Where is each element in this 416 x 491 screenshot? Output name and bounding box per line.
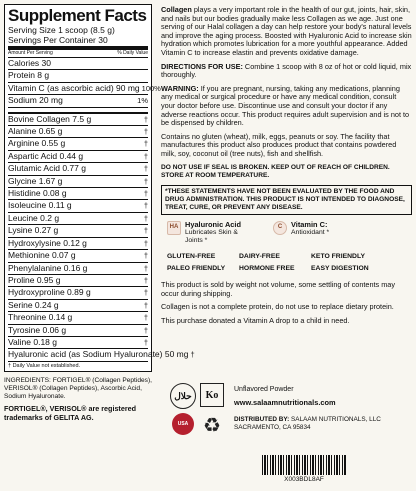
facts-row: [8, 114, 148, 126]
label-description: [161, 6, 412, 330]
facts-row-dv: †: [143, 251, 148, 261]
facts-row: [8, 58, 148, 70]
allergen-paragraph: Contains no gluten (wheat), milk, eggs, peanuts or soy. The facility that manufactures this product also produces product that contains powdered milk, soy, coconut oil (tree nuts), fish and shellfish.: [161, 131, 397, 158]
distributor-text: SALAAM NUTRITIONALS, LLC SACRAMENTO, CA 95834: [234, 416, 381, 431]
daily-value-label: % Daily Value: [117, 50, 148, 56]
hyaluronic-acid-icon: HA: [167, 221, 181, 235]
facts-row-name: Threonine 0.14 g: [8, 312, 73, 323]
facts-row-name: Calories 30: [8, 58, 51, 68]
facts-row-dv: †: [143, 176, 148, 186]
badge-subtitle: Antioxidant *: [291, 229, 330, 237]
vitamin-c-badge: [273, 221, 329, 246]
facts-row: [8, 126, 148, 138]
ingredients-text: INGREDIENTS: FORTIGEL® (Collagen Peptides), VERISOL® (Collagen Peptides), Ascorbic Acid, Sodium Hyaluronate.: [4, 376, 153, 400]
distributor-label: DISTRIBUTED BY:: [234, 416, 290, 423]
facts-row-dv: †: [143, 201, 148, 211]
feature-item: KETO FRIENDLY: [311, 253, 366, 261]
trademark-text: FORTIGEL®, VERISOL® are registered trademarks of GELITA AG.: [4, 403, 137, 422]
facts-row-dv: †: [143, 238, 148, 248]
facts-row: [8, 200, 148, 212]
flavor-label: Unflavored Powder: [234, 386, 294, 393]
facts-row-dv: 1%: [137, 96, 148, 106]
facts-row: [8, 213, 148, 225]
facts-row-dv: †: [143, 151, 148, 161]
donation-note: This purchase donated a Vitamin A drop to a child in need.: [161, 315, 350, 325]
servings-per-container: Servings Per Container 30: [8, 35, 108, 45]
facts-row-name: Alanine 0.65 g: [8, 126, 63, 137]
distributor-info: [234, 416, 414, 431]
facts-row: [8, 250, 148, 262]
directions-label: DIRECTIONS FOR USE:: [161, 61, 243, 71]
settling-note: This product is sold by weight not volume, some settling of contents may occur during shipping.: [161, 280, 396, 298]
barcode-text: X003BDL8AF: [284, 476, 324, 483]
facts-row: [8, 151, 148, 163]
facts-row: [8, 138, 148, 150]
facts-header: [8, 50, 148, 58]
facts-row-dv: †: [143, 313, 148, 323]
facts-row: [8, 95, 148, 107]
facts-row-dv: †: [143, 114, 148, 124]
facts-row-name: Leucine 0.2 g: [8, 212, 60, 223]
facts-row-name: Valine 0.18 g: [8, 336, 57, 347]
intro-paragraph: [161, 6, 412, 58]
facts-row-name: Bovine Collagen 7.5 g: [8, 113, 92, 124]
fda-disclaimer: *THESE STATEMENTS HAVE NOT BEEN EVALUATED BY THE FOOD AND DRUG ADMINISTRATION. THIS PRODUCT IS NOT INTENDED TO DIAGNOSE, TREAT, CURE, OR PREVENT ANY DISEASE.: [161, 185, 412, 215]
facts-row-dv: †: [143, 288, 148, 298]
amount-per-serving-label: Amount Per Serving: [8, 50, 53, 56]
facts-row-name: Tyrosine 0.06 g: [8, 324, 67, 335]
facts-row-name: Hydroxylysine 0.12 g: [8, 237, 87, 248]
facts-row-name: Histidine 0.08 g: [8, 188, 67, 199]
facts-row-name: Protein 8 g: [8, 70, 50, 81]
feature-item: PALEO FRIENDLY: [167, 265, 226, 273]
facts-row-name: Aspartic Acid 0.44 g: [8, 150, 84, 161]
feature-item: HORMONE FREE: [239, 265, 295, 273]
website-link[interactable]: www.salaamnutritionals.com: [234, 398, 336, 407]
facts-row-name: Arginine 0.55 g: [8, 138, 66, 149]
intro-text: plays a very important role in the health of our gut, joints, hair, skin, and nails but our bodies gradually make less Collagen as we age. Just one serving of our Halal collagen a day can help restore your body's natural levels and improve the aging process. Boosted with Hyaluronic Acid to increase skin hydration which promotes lubrication for a more youthful appearance. Added Vitamin C to increase elastin and prevents oxidative damage.: [161, 5, 412, 57]
facts-row-name: Glutamic Acid 0.77 g: [8, 163, 86, 174]
facts-row: [8, 325, 148, 337]
directions-text: Combine 1 scoop with 8 oz of hot or cold liquid, mix thoroughly.: [161, 61, 412, 80]
facts-row-dv: †: [143, 337, 148, 347]
facts-row-name: Hydroxyproline 0.89 g: [8, 287, 91, 298]
facts-row-dv: †: [143, 189, 148, 199]
warning-text: If you are pregnant, nursing, taking any medications, planning any medical or surgical procedure or have any medical condition, consult your doctor before use. Discontinue use and consult your doctor if any adverse reactions occur. This product requires adult supervision and is not to be dispensed by children.: [161, 83, 410, 128]
feature-item: EASY DIGESTION: [311, 265, 369, 273]
facts-row-name: Proline 0.95 g: [8, 274, 61, 285]
feature-list: [167, 251, 412, 275]
usa-seal-icon: USA: [172, 413, 194, 435]
facts-row-name: Isoleucine 0.11 g: [8, 200, 72, 211]
facts-row-dv: †: [143, 263, 148, 273]
facts-row: [8, 188, 148, 200]
facts-row: [8, 238, 148, 250]
facts-row: [8, 337, 148, 349]
facts-row-name: Serine 0.24 g: [8, 299, 59, 310]
badge-title: Vitamin C:: [291, 219, 328, 229]
facts-row: [8, 225, 148, 237]
facts-row-dv: †: [143, 127, 148, 137]
intro-bold: Collagen: [161, 5, 192, 14]
kosher-icon: Ko: [200, 383, 224, 407]
certification-logos: [170, 383, 410, 443]
vitamin-c-icon: C: [273, 221, 287, 235]
benefit-badges: [167, 221, 412, 246]
company-info: [234, 385, 414, 431]
nutrient-rows: [8, 58, 161, 108]
facts-row-dv: †: [143, 325, 148, 335]
directions-paragraph: [161, 63, 412, 80]
feature-item: GLUTEN-FREE: [167, 253, 216, 261]
facts-row-dv: 100%: [141, 83, 161, 93]
halal-icon: حلال: [170, 383, 196, 409]
facts-row-dv: †: [143, 213, 148, 223]
facts-row: [8, 263, 148, 275]
protein-note: Collagen is not a complete protein, do not use to replace dietary protein.: [161, 302, 394, 312]
seal-warning: DO NOT USE IF SEAL IS BROKEN. KEEP OUT OF REACH OF CHILDREN. STORE AT ROOM TEMPERATURE.: [161, 163, 390, 179]
facts-row-name: Lysine 0.27 g: [8, 225, 59, 236]
facts-row-name: Glycine 1.67 g: [8, 175, 63, 186]
facts-row-dv: †: [143, 226, 148, 236]
facts-row: [8, 287, 148, 299]
warning-label: WARNING:: [161, 83, 199, 93]
barcode: [262, 455, 346, 475]
facts-row-name: Methionine 0.07 g: [8, 250, 76, 261]
dv-footnote: † Daily Value not established.: [8, 362, 81, 369]
facts-row: [8, 163, 148, 175]
facts-row-name: Sodium 20 mg: [8, 95, 63, 106]
facts-title: Supplement Facts: [8, 6, 147, 25]
facts-row-name: Phenylalanine 0.16 g: [8, 262, 88, 273]
facts-row: [8, 176, 148, 188]
facts-row-dv: †: [190, 350, 195, 360]
hyaluronic-badge: [167, 221, 255, 246]
facts-row-dv: †: [143, 164, 148, 174]
facts-row: [8, 349, 195, 361]
facts-row-dv: †: [143, 139, 148, 149]
facts-row: [8, 275, 148, 287]
facts-row-name: Hyaluronic acid (as Sodium Hyaluronate) 50 mg: [8, 349, 189, 360]
recycle-icon: ♻: [203, 414, 221, 437]
facts-row: [8, 70, 148, 82]
facts-row: [8, 300, 148, 312]
badge-subtitle: Lubricates Skin & Joints *: [185, 229, 238, 245]
feature-item: DAIRY-FREE: [239, 253, 280, 261]
facts-row-dv: †: [143, 275, 148, 285]
badge-title: Hyaluronic Acid: [185, 219, 241, 229]
facts-row: [8, 82, 161, 95]
facts-row-name: Vitamin C (as ascorbic acid) 90 mg: [8, 82, 140, 93]
serving-size: Serving Size 1 scoop (8.5 g): [8, 25, 115, 35]
warning-paragraph: [161, 85, 412, 128]
facts-row: [8, 312, 148, 324]
facts-row-dv: †: [143, 300, 148, 310]
